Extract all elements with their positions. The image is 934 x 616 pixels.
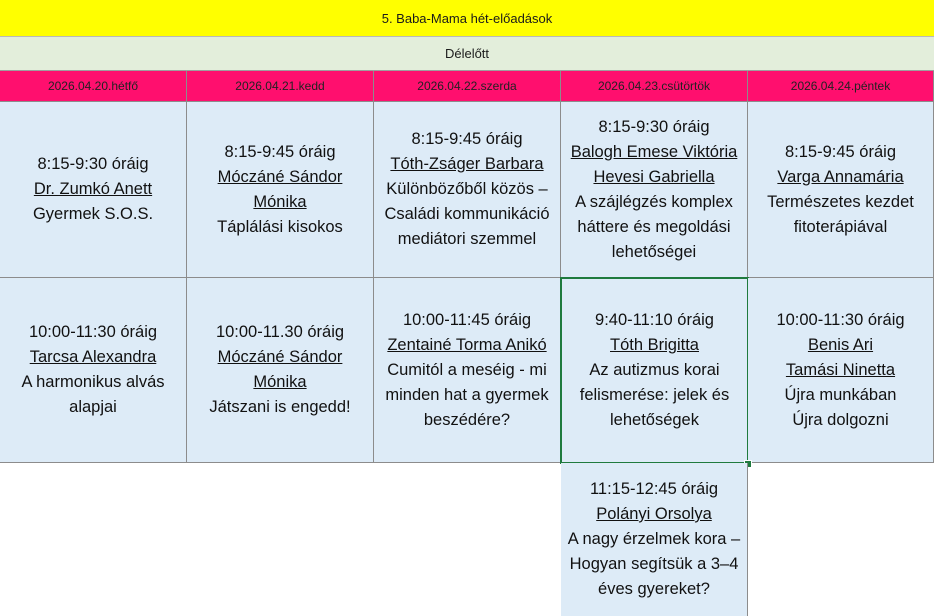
slot-time: 8:15-9:45 óráig: [224, 142, 336, 161]
speaker-name: Tóth Brigitta: [610, 336, 699, 354]
slot-time: 8:15-9:45 óráig: [785, 142, 896, 161]
slot-cell[interactable]: [748, 102, 934, 278]
speaker-name: Hevesi Gabriella: [593, 167, 715, 186]
talk-topic: felismerése: jelek és: [579, 386, 730, 404]
speaker-name: Tamási Ninetta: [785, 360, 896, 379]
talk-topic: lehetőségek: [610, 411, 699, 429]
talk-topic: éves gyereket?: [598, 580, 710, 598]
day-header-monday[interactable]: 2026.04.20.hétfő: [0, 71, 187, 102]
talk-topic: A nagy érzelmek kora –: [567, 530, 741, 548]
talk-topic: Újra dolgozni: [792, 410, 889, 429]
speaker-name: Polányi Orsolya: [596, 505, 712, 523]
talk-topic: mediátori szemmel: [397, 230, 537, 248]
slot-time: 8:15-9:45 óráig: [411, 130, 523, 148]
talk-topic: fitoterápiával: [793, 217, 888, 236]
talk-topic: Különbözőből közös –: [386, 180, 548, 198]
speaker-name: Varga Annamária: [777, 167, 904, 186]
slot-cell-selected[interactable]: [560, 277, 749, 464]
talk-topic: Játszani is engedd!: [209, 398, 351, 416]
day-header-thursday[interactable]: 2026.04.23.csütörtök: [561, 71, 748, 102]
slot-time: 10:00-11:30 óráig: [776, 310, 905, 329]
slot-cell[interactable]: [187, 278, 374, 463]
talk-topic: háttere és megoldási: [577, 217, 731, 236]
slot-time: 10:00-11:45 óráig: [402, 310, 532, 329]
talk-topic: Hogyan segítsük a 3–4: [569, 555, 739, 573]
slot-time: 8:15-9:30 óráig: [598, 117, 710, 136]
page-title[interactable]: 5. Baba-Mama hét-előadások: [0, 0, 934, 37]
talk-topic: Családi kommunikáció: [384, 205, 550, 223]
talk-topic: Táplálási kisokos: [217, 217, 343, 236]
speaker-name: Móczáné Sándor: [217, 348, 343, 366]
speaker-name: Benis Ari: [807, 335, 874, 354]
slot-time: 10:00-11:30 óráig: [28, 323, 158, 341]
speaker-name: Tóth-Zságer Barbara: [390, 155, 544, 173]
speaker-name: Dr. Zumkó Anett: [33, 180, 153, 198]
talk-topic: minden hat a gyermek: [385, 385, 549, 404]
slot-cell[interactable]: [561, 102, 748, 278]
talk-topic: beszédére?: [423, 410, 511, 429]
talk-topic: A harmonikus alvás: [21, 373, 165, 391]
talk-topic: Cumitól a meséig - mi: [387, 360, 547, 379]
slot-cell[interactable]: [0, 278, 187, 463]
speaker-name: Mónika: [253, 373, 307, 391]
speaker-name: Balogh Emese Viktória: [570, 142, 738, 161]
talk-topic: Természetes kezdet: [767, 192, 914, 211]
talk-topic: alapjai: [69, 398, 117, 416]
talk-topic: Újra munkában: [784, 385, 897, 404]
section-subtitle[interactable]: Délelőtt: [0, 37, 934, 71]
slot-cell[interactable]: [561, 463, 748, 616]
schedule-grid: [0, 102, 934, 616]
talk-topic: Az autizmus korai: [589, 361, 720, 379]
slot-cell[interactable]: [374, 102, 561, 278]
speaker-name: Zentainé Torma Anikó: [387, 335, 547, 354]
slot-time: 8:15-9:30 óráig: [37, 155, 149, 173]
slot-cell[interactable]: [748, 278, 934, 463]
speaker-name: Móczáné Sándor: [217, 167, 343, 186]
talk-topic: Gyermek S.O.S.: [32, 205, 154, 223]
day-header-tuesday[interactable]: 2026.04.21.kedd: [187, 71, 374, 102]
slot-cell[interactable]: [374, 278, 561, 463]
day-header-friday[interactable]: 2026.04.24.péntek: [748, 71, 934, 102]
slot-time: 9:40-11:10 óráig: [595, 311, 714, 329]
talk-topic: lehetőségei: [611, 242, 697, 261]
day-header-row: [0, 71, 934, 102]
slot-cell[interactable]: [187, 102, 374, 278]
slot-cell[interactable]: [0, 102, 187, 278]
slot-time: 11:15-12:45 óráig: [589, 480, 719, 498]
speaker-name: Tarcsa Alexandra: [29, 348, 157, 366]
speaker-name: Mónika: [253, 192, 307, 211]
slot-time: 10:00-11.30 óráig: [215, 323, 345, 341]
talk-topic: A szájlégzés komplex: [575, 192, 733, 211]
day-header-wednesday[interactable]: 2026.04.22.szerda: [374, 71, 561, 102]
